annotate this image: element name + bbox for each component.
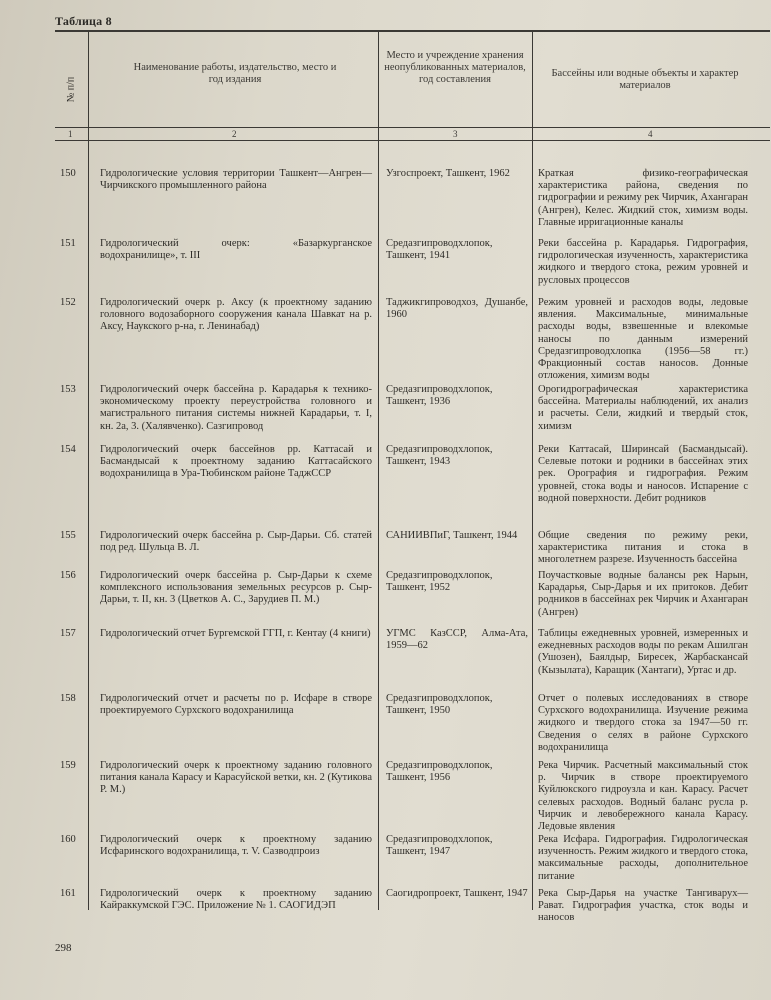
- work-title: Гидрологический очерк бассейна р. Карадарья к технико-экономическому проекту переустройства головного и магистрального питания системы нижней Карадарьи, т. I, кн. 2а, 3. (Халявченко). Сазгипровод: [100, 384, 372, 432]
- basin-description: Отчет о полевых исследованиях в створе Сурхского водохранилища. Изучение режима жидкого и твердого стока за 1947—50 гг. Сведения о селях в районе Сурхского водохранилища: [538, 693, 748, 753]
- column-number-3: 3: [453, 129, 458, 139]
- basin-description: Общие сведения по режиму реки, характеристика питания и стока в многолетнем разрезе. Изученность бассейна: [538, 530, 748, 566]
- storage-place: Саогидропроект, Ташкент, 1947: [386, 888, 528, 899]
- storage-place: Узгоспроект, Ташкент, 1962: [386, 168, 510, 179]
- basin-description: Краткая физико-географическая характеристика района, сведения по гидрографии и режиму рек Чирчик, Ахангаран (Ангрен), Келес. Жидкий сток, химизм воды. Главные ирригационные каналы: [538, 168, 748, 228]
- header-bottom-border: [55, 127, 770, 128]
- row-number: 158: [60, 693, 76, 704]
- work-title: Гидрологический отчет Бургемской ГГП, г. Кентау (4 книги): [100, 628, 371, 639]
- basin-description: Поучастковые водные балансы рек Нарын, Карадарья, Сыр-Дарья и их притоков. Дебит родников в бассейнах рек Чирчик и Ахангаран (Ангрен): [538, 570, 748, 618]
- storage-place: Средазгипроводхлопок, Ташкент, 1950: [386, 693, 493, 717]
- storage-place: УГМС КазССР, Алма-Ата, 1959—62: [386, 628, 528, 652]
- basin-description: Реки бассейна р. Карадарья. Гидрография, гидрологическая изученность, характеристика жидкого и твердого стока, режим уровней и русловых процессов: [538, 238, 748, 286]
- work-title: Гидрологический очерк бассейна р. Сыр-Дарьи к схеме комплексного использования земельных ресурсов р. Сыр-Дарьи, т. II, кн. 3 (Цветков А. С., Зарудиев П. М.): [100, 570, 372, 606]
- work-title: Гидрологический очерк бассейнов рр. Каттасай и Басмандысай к проектному заданию Каттасайского водохранилища в Ура-Тюбинском районе ТаджССР: [100, 444, 372, 480]
- row-number: 153: [60, 384, 76, 395]
- col-divider-3: [532, 30, 533, 910]
- header-number: № п/п: [65, 76, 77, 103]
- row-number: 156: [60, 570, 76, 581]
- header-basins: Бассейны или водные объекты и характер материалов: [551, 68, 739, 91]
- work-title: Гидрологический очерк: «Базаркурганское водохранилище», т. III: [100, 238, 372, 262]
- work-title: Гидрологический очерк к проектному заданию Исфаринского водохранилища, т. V. Сазводпроиз: [100, 834, 372, 858]
- basin-description: Таблицы ежедневных уровней, измеренных и ежедневных расходов воды по рекам Ашилган (Ушозен), Баялдыр, Биресек, Жарбаскансай (Кызылата), Каращик (Хантаги), Уртас и др.: [538, 628, 748, 676]
- page-number: 298: [55, 942, 72, 954]
- storage-place: Средазгипроводхлопок, Ташкент, 1936: [386, 384, 493, 408]
- basin-description: Река Чирчик. Расчетный максимальный сток р. Чирчик в створе проектируемого Куйлюкского гидроузла и кан. Карасу. Расчет селевых расходов. Водный баланс русла р. Чирчик и левобережного канала Карасу. Ледовые явления: [538, 760, 748, 833]
- row-number: 157: [60, 628, 76, 639]
- column-number-1: 1: [68, 129, 73, 139]
- work-title: Гидрологические условия территории Ташкент—Ангрен—Чирчикского промышленного района: [100, 168, 372, 192]
- basin-description: Реки Каттасай, Ширинсай (Басмандысай). Селевые потоки и родники в бассейнах этих рек. Орография и гидрография. Режим уровней, стока воды и наносов. Испарение с водной поверхности. Дебит родников: [538, 444, 748, 504]
- table-title: Таблица 8: [55, 14, 112, 28]
- basin-description: Река Исфара. Гидрография. Гидрологическая изученность. Режим жидкого и твердого стока, максимальные расходы, дополнительное питание: [538, 834, 748, 882]
- basin-description: Река Сыр-Дарья на участке Тангиварух—Рават. Гидрография участка, сток воды и наносов: [538, 888, 748, 924]
- row-number: 150: [60, 168, 76, 179]
- storage-place: Средазгипроводхлопок, Ташкент, 1956: [386, 760, 493, 784]
- storage-place: Средазгипроводхлопок, Ташкент, 1941: [386, 238, 493, 262]
- row-number: 160: [60, 834, 76, 845]
- row-number: 155: [60, 530, 76, 541]
- row-number: 161: [60, 888, 76, 899]
- work-title: Гидрологический очерк р. Аксу (к проектному заданию головного водозаборного сооружения канала Шавкат на р. Аксу, Наукского р-на, г. Ленинабад): [100, 297, 372, 333]
- storage-place: САНИИВПиГ, Ташкент, 1944: [386, 530, 518, 541]
- work-title: Гидрологический очерк к проектному заданию головного питания канала Карасу и Карасуйской ветки, кн. 2 (Кутикова Р. М.): [100, 760, 372, 796]
- basin-description: Орогидрографическая характеристика бассейна. Материалы наблюдений, их анализ и расчеты. Сели, жидкий и твердый сток, химизм: [538, 384, 748, 432]
- row-number: 159: [60, 760, 76, 771]
- col-divider-1: [88, 30, 89, 910]
- storage-place: Средазгипроводхлопок, Ташкент, 1943: [386, 444, 493, 468]
- storage-place: Средазгипроводхлопок, Ташкент, 1952: [386, 570, 493, 594]
- row-number: 154: [60, 444, 76, 455]
- table-top-border: [55, 30, 770, 32]
- work-title: Гидрологический очерк к проектному заданию Кайраккумской ГЭС. Приложение № 1. САОГИДЭП: [100, 888, 372, 912]
- row-number: 151: [60, 238, 76, 249]
- row-number: 152: [60, 297, 76, 308]
- work-title: Гидрологический отчет и расчеты по р. Исфаре в створе проектируемого Сурхского водохранилища: [100, 693, 372, 717]
- colnum-bottom-border: [55, 140, 770, 141]
- column-number-2: 2: [232, 129, 237, 139]
- header-name: Наименование работы, издательство, место и год издания: [133, 62, 337, 85]
- storage-place: Таджикгипроводхоз, Душанбе, 1960: [386, 297, 528, 321]
- storage-place: Средазгипроводхлопок, Ташкент, 1947: [386, 834, 493, 858]
- basin-description: Режим уровней и расходов воды, ледовые явления. Максимальные, минимальные расходы воды, взвешенные и влекомые наносы по данным измерений Средазгипроводхлопка (1956—58 гг.) Фракционный состав наносов. Донные отложения, химизм воды: [538, 297, 748, 382]
- work-title: Гидрологический очерк бассейна р. Сыр-Дарьи. Сб. статей под ред. Шульца В. Л.: [100, 530, 372, 554]
- col-divider-2: [378, 30, 379, 910]
- column-number-4: 4: [648, 129, 653, 139]
- header-place: Место и учреждение хранения неопубликованных материалов, год составления: [384, 50, 526, 85]
